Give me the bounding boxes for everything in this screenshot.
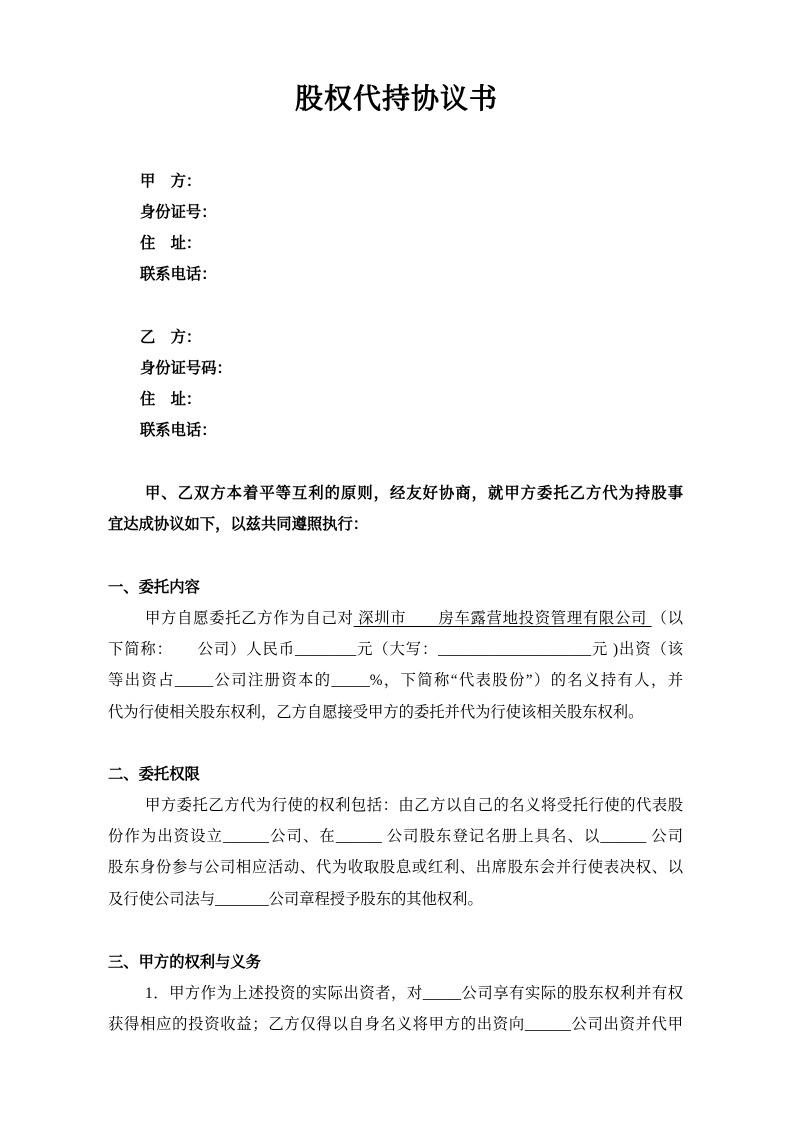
section-heading: 一、委托内容 xyxy=(108,578,200,596)
paragraph-line xyxy=(108,603,683,634)
line-text: （以 xyxy=(651,609,683,627)
paragraph-line xyxy=(108,1009,683,1040)
party-b-id-label: 身份证号码： xyxy=(140,359,232,377)
paragraph-line xyxy=(108,634,683,665)
paragraph-line xyxy=(108,852,683,883)
line-text: 份作为出资设立______公司、在______ 公司股东登记名册上具名、以______ 公司 xyxy=(108,828,683,846)
line-text: 获得相应的投资收益；乙方仅得以自身名义将甲方的出资向______公司出资并代甲 xyxy=(108,1016,683,1034)
intro-paragraph xyxy=(108,478,683,541)
line-text: 下简称： 公司）人民币________元（大写：____________________元 )出资（该 xyxy=(108,641,683,659)
document-title: 股权代持协议书 xyxy=(294,84,498,115)
party-b-name-label: 乙 方： xyxy=(140,328,202,346)
paragraph-line: 宜达成协议如下，以兹共同遵照执行： xyxy=(108,515,369,533)
section-heading: 三、甲方的权利与义务 xyxy=(108,953,261,971)
party-a-phone-label: 联系电话： xyxy=(140,266,217,284)
paragraph-line xyxy=(108,978,683,1009)
line-text: 甲方自愿委托乙方作为自己对 xyxy=(145,609,354,627)
party-a-name-label: 甲 方： xyxy=(140,172,202,190)
section-heading: 二、委托权限 xyxy=(108,765,200,783)
paragraph-line xyxy=(108,697,683,728)
party-a-id-label: 身份证号： xyxy=(140,203,217,221)
line-text: 甲方委托乙方代为行使的权利包括：由乙方以自己的名义将受托行使的代表股 xyxy=(145,796,683,814)
party-b-phone-label: 联系电话： xyxy=(140,422,217,440)
section-party-a-rights xyxy=(108,947,683,1041)
party-a-block xyxy=(140,166,540,291)
party-b-address-label: 住 址： xyxy=(140,391,202,409)
section-entrustment-authority xyxy=(108,759,683,915)
section-entrustment-content xyxy=(108,572,683,728)
line-text: 及行使公司法与_______公司章程授予股东的其他权利。 xyxy=(108,890,483,908)
paragraph-line: 甲、乙双方本着平等互利的原则，经友好协商，就甲方委托乙方代为持股事 xyxy=(145,484,683,502)
paragraph-line xyxy=(108,665,683,696)
line-text: 代为行使相关股东权利，乙方自愿接受甲方的委托并代为行使该相关股东权利。 xyxy=(108,703,644,721)
paragraph-line xyxy=(108,884,683,915)
paragraph-line xyxy=(108,790,683,821)
company-name-underlined: 深圳市 房车露营地投资管理有限公司 xyxy=(353,609,652,627)
paragraph-line xyxy=(108,821,683,852)
line-text: 等出资占_____公司注册资本的_____%，下简称“代表股份”）的名义持有人，并 xyxy=(108,672,683,690)
line-text: 股东身份参与公司相应活动、代为收取股息或红利、出席股东会并行使表决权、以 xyxy=(108,859,683,877)
party-b-block xyxy=(140,322,540,447)
line-text: 1．甲方作为上述投资的实际出资者，对_____公司享有实际的股东权利并有权 xyxy=(145,984,683,1002)
party-a-address-label: 住 址： xyxy=(140,235,202,253)
